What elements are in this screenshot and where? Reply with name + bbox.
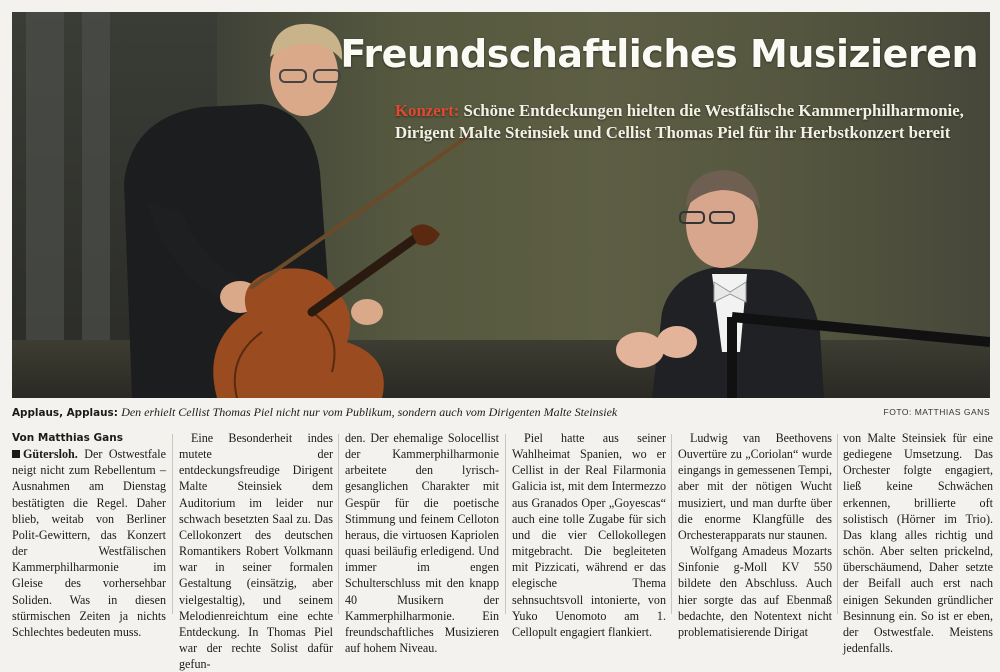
column-divider bbox=[338, 434, 339, 614]
conductor-figure bbox=[616, 170, 990, 398]
square-bullet-icon bbox=[12, 450, 20, 458]
headline: Freundschaftliches Musizieren bbox=[340, 32, 978, 76]
deck-text: Schöne Entdeckungen hielten die Westfälische Kammerphilharmonie, Dirigent Malte Steinsiek und Cellist Thomas Piel für ihr Herbstkonzert bereit bbox=[395, 101, 964, 142]
deck-kicker: Konzert: bbox=[395, 101, 460, 120]
article-column-6 bbox=[843, 430, 993, 656]
paragraph: Wolfgang Amadeus Mozarts Sinfonie g-Moll KV 550 bildete den Abschluss. Auch hier sorgte das auf Ebenmaß bedachte, den Notentext nicht problematisierende Dirigat bbox=[678, 544, 832, 639]
article-column-1 bbox=[12, 430, 166, 640]
concert-photo bbox=[12, 12, 990, 398]
column-divider bbox=[505, 434, 506, 614]
paragraph: von Malte Steinsiek für eine gediegene Umsetzung. Das Orchester folgte engagiert, ließ keine Schwächen erkennen, brillierte oft solistisch (Hörner im Trio). Das klang alles richtig und schön. Aber selten prickelnd, überschäumend, Daher setzte der Beifall auch erst nach einigen Sekunden gründlicher Besinnung ein. So ist er eben, der Ostwestfale. Meistens jedenfalls. bbox=[843, 431, 993, 656]
deck-subheadline bbox=[395, 100, 990, 144]
photo-credit: FOTO: MATTHIAS GANS bbox=[883, 407, 990, 417]
paragraph: Eine Besonderheit indes mutete der entdeckungsfreudige Dirigent Malte Steinsiek dem Auditorium im leider nur schwach besetzten Saal zu. Das Cellokonzert des deutschen Romantikers Robert Volkmann war in seiner formalen Gestaltung (einsätzig, aber vielgestaltig), und seinem Melodienreichtum eine echte Entdeckung. In Thomas Piel war der rechte Solist dafür gefun- bbox=[179, 431, 333, 672]
paragraph: den. Der ehemalige Solocellist der Kammerphilharmonie arbeitete den lyrisch-gesanglichen Charakter mit Gespür für die poetische Stimmung und feinem Celloton heraus, die virtuosen Kapriolen quasi beiläufig erledigend. Und immer im engen Schulterschluss mit den knapp 40 Musikern der Kammerphilharmonie. Ein freundschaftliches Musizieren auf hohem Niveau. bbox=[345, 431, 499, 656]
column-divider bbox=[837, 434, 838, 614]
column-divider bbox=[172, 434, 173, 614]
caption-text: Den erhielt Cellist Thomas Piel nicht nur vom Publikum, sondern auch vom Dirigenten Malte Steinsiek bbox=[121, 405, 618, 419]
paragraph: Ludwig van Beethovens Ouvertüre zu „Coriolan“ wurde eingangs in gemessenen Tempi, aber mit der nötigen Wucht musiziert, und man durfte über die enorme Klangfülle des Orchesterapparats nur staunen. bbox=[678, 431, 832, 542]
column-divider bbox=[671, 434, 672, 614]
caption-lead: Applaus, Applaus: bbox=[12, 407, 118, 419]
article-body bbox=[12, 430, 993, 672]
article-column-5 bbox=[678, 430, 832, 640]
byline: Von Matthias Gans bbox=[12, 432, 123, 444]
article-column-2 bbox=[179, 430, 333, 672]
photo-caption bbox=[12, 405, 990, 421]
article-column-3 bbox=[345, 430, 499, 656]
dateline: Gütersloh. bbox=[23, 447, 78, 462]
paragraph: Der Ostwestfale neigt nicht zum Rebellentum – Ausnahmen am Dienstag bestätigten die Regel. Daher blieb, weitab von Berliner Polit-Gewittern, das Konzert der Westfälischen Kammerphilharmonie im Gleise des vorhersehbar Soliden. Was in diesen stürmischen Zeiten ja nichts Schlechtes bedeuten muss. bbox=[12, 447, 166, 639]
article-column-4 bbox=[512, 430, 666, 640]
paragraph: Piel hatte aus seiner Wahlheimat Spanien, wo er Cellist in der Real Filarmonia Galicia ist, mit dem Intermezzo aus Granados Oper „Goyescas“ auch eine tolle Zugabe für sich und die vier Cellokollegen mitgebracht. Die begleiteten mit Pizzicati, während er das elegische Thema sehnsuchtsvoll intonierte, von Yuko Uenomoto am 1. Cellopult engagiert flankiert. bbox=[512, 431, 666, 639]
